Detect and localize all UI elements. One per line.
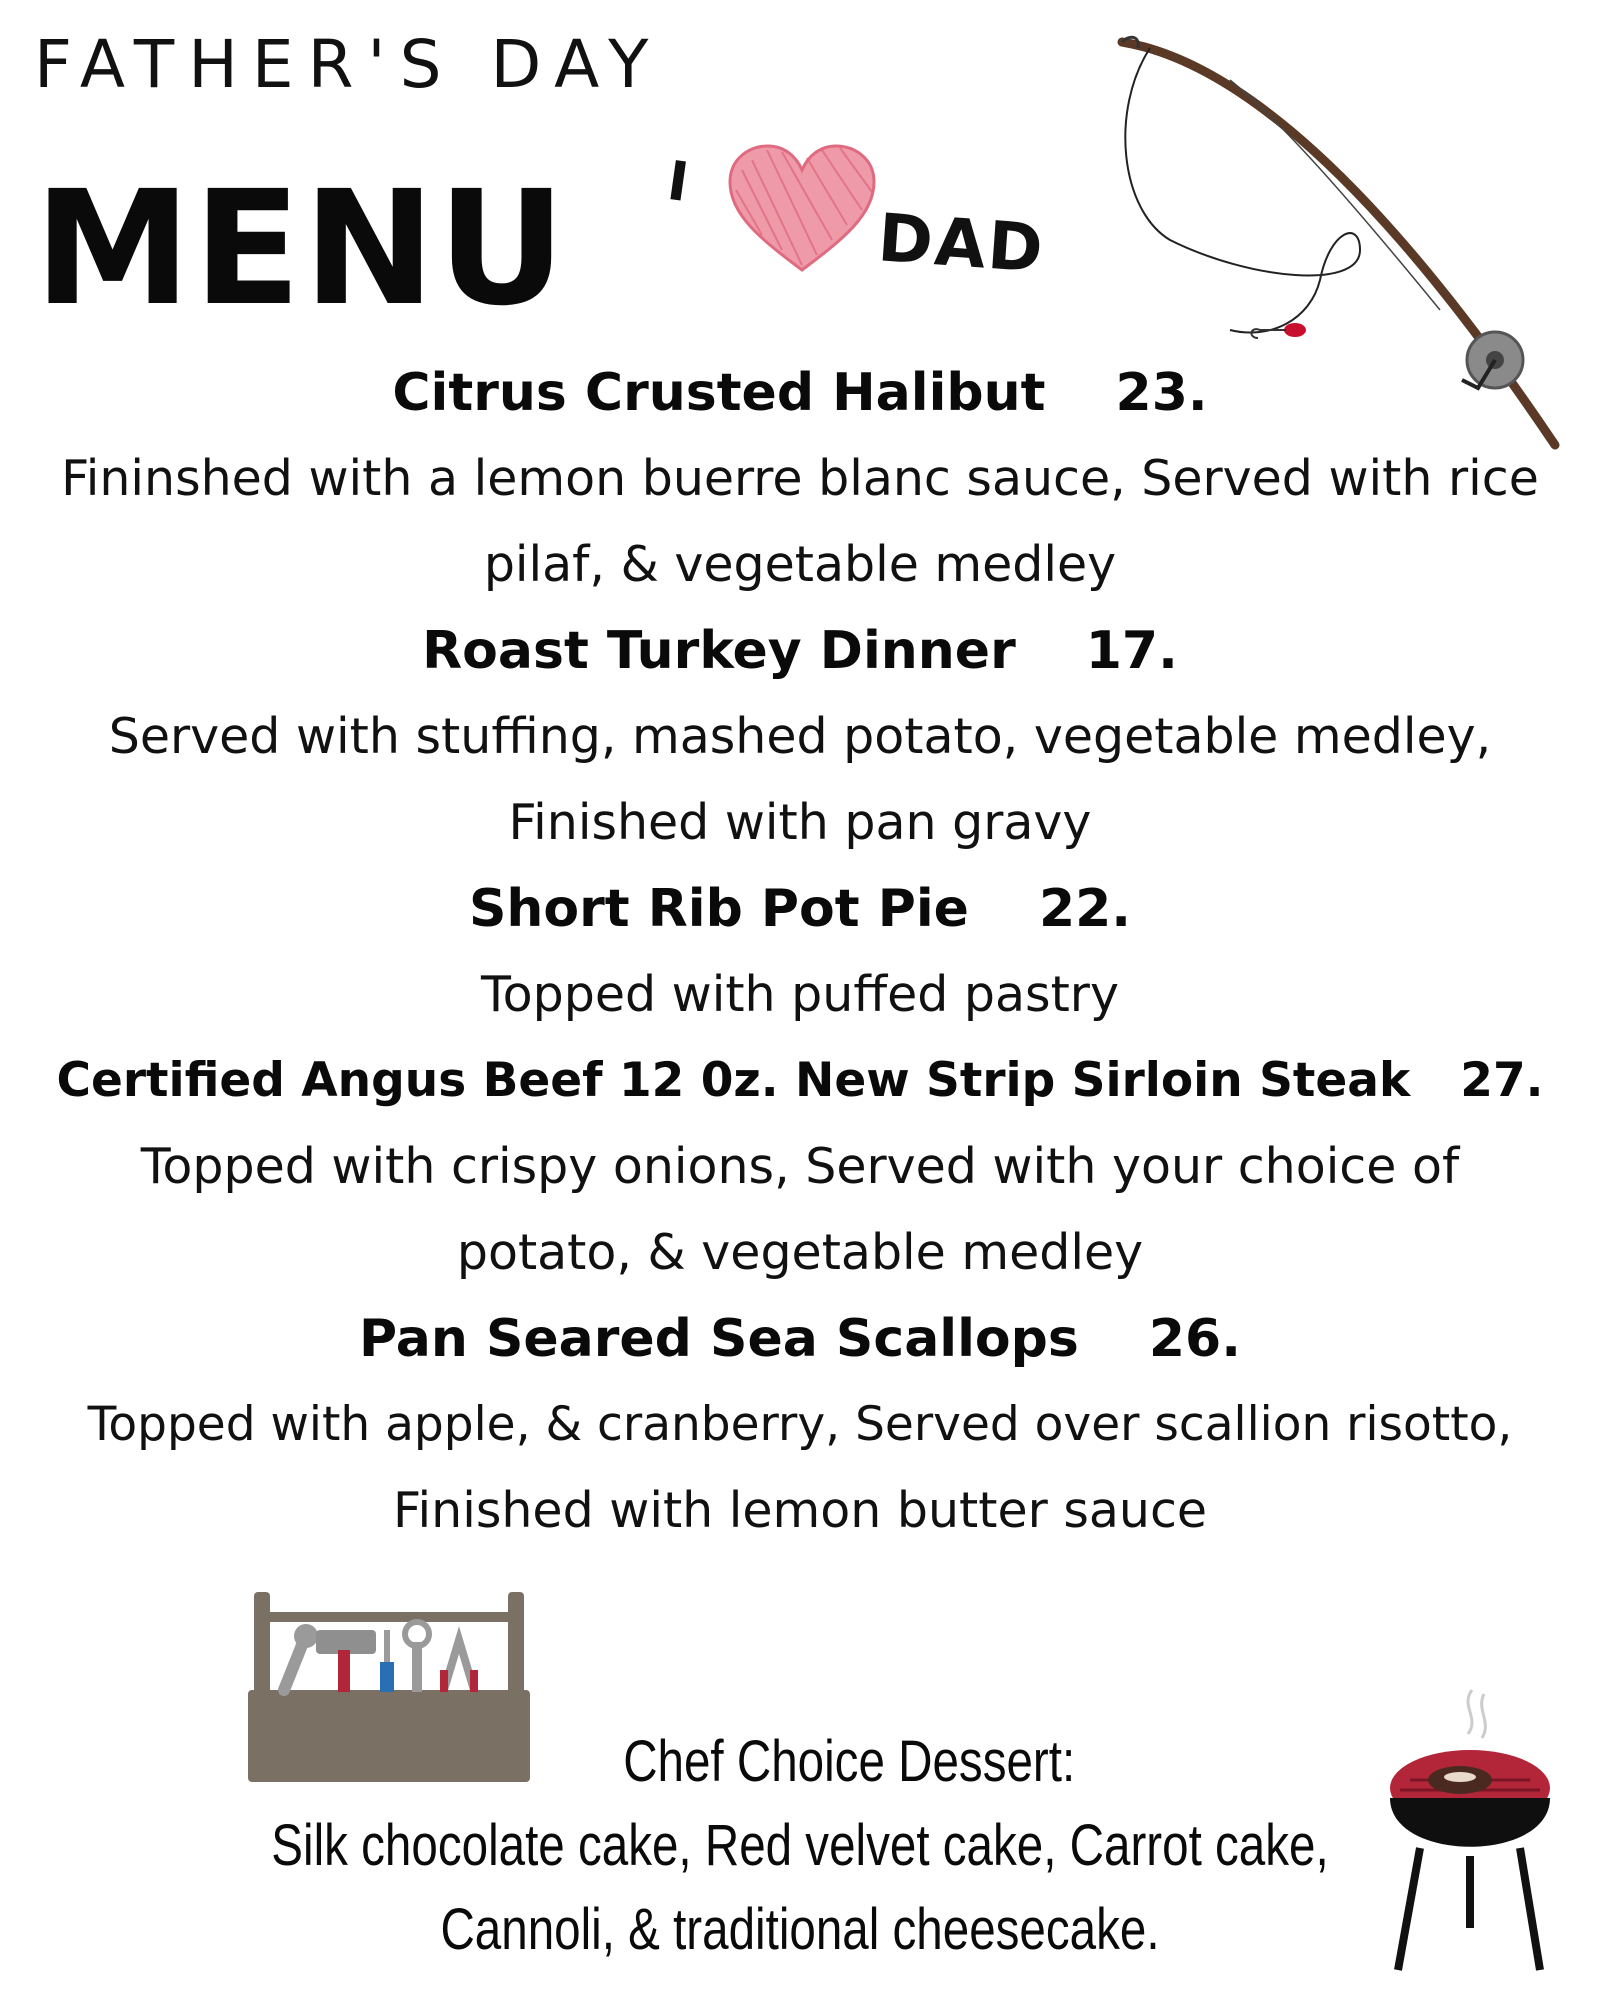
item-name: Certified Angus Beef 12 0z. New Strip Sirloin Steak — [56, 1053, 1411, 1108]
heart-icon — [722, 140, 882, 280]
item-price: 23. — [1115, 363, 1208, 423]
item-name: Pan Seared Sea Scallops — [359, 1309, 1079, 1369]
item-heading — [0, 350, 1600, 436]
item-name: Citrus Crusted Halibut — [392, 363, 1046, 423]
item-price: 26. — [1148, 1309, 1241, 1369]
item-name: Roast Turkey Dinner — [422, 621, 1016, 681]
grill-icon — [1380, 1688, 1560, 1978]
menu-item — [0, 608, 1600, 866]
love-i-text: I — [663, 148, 693, 215]
item-description: Topped with puffed pastry — [481, 966, 1119, 1023]
item-price: 27. — [1460, 1053, 1544, 1108]
menu-title: MENU — [34, 157, 568, 341]
menu-item — [0, 1296, 1600, 1554]
item-heading — [0, 608, 1600, 694]
item-heading — [0, 1296, 1600, 1382]
menu-kicker: FATHER'S DAY — [34, 26, 663, 103]
item-price: 17. — [1085, 621, 1178, 681]
menu-item — [0, 866, 1600, 1038]
item-description: Topped with apple, & cranberry, Served over scallion risotto, — [87, 1397, 1513, 1452]
item-heading — [0, 866, 1600, 952]
item-name: Short Rib Pot Pie — [468, 879, 969, 939]
item-description: pilaf, & vegetable medley — [483, 536, 1117, 593]
item-heading — [0, 1038, 1600, 1124]
item-description: Finished with pan gravy — [508, 794, 1092, 851]
menu-item — [0, 350, 1600, 608]
menu-item — [0, 1038, 1600, 1296]
item-description: potato, & vegetable medley — [456, 1224, 1144, 1281]
dessert-section — [144, 1720, 1456, 1972]
item-description: Fininshed with a lemon buerre blanc sauce, Served with rice — [61, 450, 1539, 507]
item-description: Topped with crispy onions, Served with your choice of — [140, 1138, 1460, 1195]
dessert-title: Chef Choice Dessert: — [623, 1729, 1076, 1794]
dessert-line: Silk chocolate cake, Red velvet cake, Carrot cake, — [271, 1813, 1329, 1878]
love-dad-text: DAD — [875, 199, 1048, 288]
item-description: Finished with lemon butter sauce — [392, 1482, 1208, 1539]
item-price: 22. — [1038, 879, 1132, 939]
item-description: Served with stuffing, mashed potato, vegetable medley, — [108, 708, 1492, 765]
dessert-line: Cannoli, & traditional cheesecake. — [440, 1897, 1160, 1962]
menu-list — [0, 350, 1600, 1554]
